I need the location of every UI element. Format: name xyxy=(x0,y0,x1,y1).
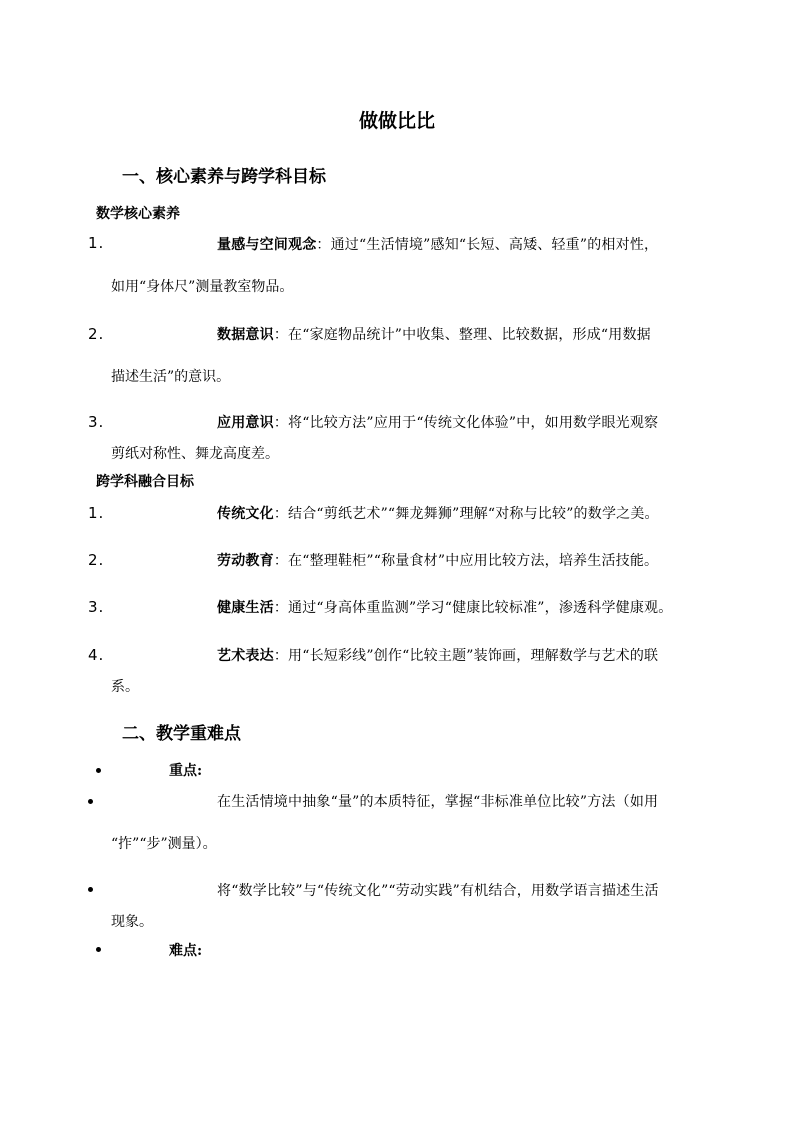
list-item-number: 4. xyxy=(88,646,105,664)
item-text-continued: 如用“身体尺”测量教室物品。 xyxy=(111,279,294,295)
bullet-icon xyxy=(88,887,93,892)
item-text: 通过“生活情境”感知“长短、高矮、轻重”的相对性， xyxy=(330,237,659,253)
item-text-continued: 系。 xyxy=(111,679,139,695)
item-text: 结合“剪纸艺术”“舞龙舞狮”理解“对称与比较”的数学之美。 xyxy=(288,506,659,522)
item-label: 艺术表达 xyxy=(217,648,274,664)
item-label: 健康生活 xyxy=(217,600,274,616)
list-item xyxy=(217,550,658,570)
list-item xyxy=(217,412,658,432)
item-text: 将“比较方法”应用于“传统文化体验”中，如用数学眼光观察 xyxy=(288,415,659,431)
item-separator: ： xyxy=(273,648,289,664)
list-item-number: 3. xyxy=(88,598,105,616)
difficulty-label: 难点: xyxy=(169,943,203,959)
item-separator: ： xyxy=(273,553,289,569)
item-label: 数据意识 xyxy=(217,327,274,343)
item-label: 传统文化 xyxy=(217,506,274,522)
list-item-number: 2. xyxy=(88,325,105,343)
item-label: 量感与空间观念 xyxy=(217,237,317,253)
key-point-item: 将“数学比较”与“传统文化”“劳动实践”有机结合，用数学语言描述生活 xyxy=(217,883,659,899)
section-heading-key-points: 二、教学重难点 xyxy=(122,724,241,744)
item-text-continued: 剪纸对称性、舞龙高度差。 xyxy=(111,446,279,462)
page-title: 做做比比 xyxy=(358,110,435,132)
list-item-number: 2. xyxy=(88,551,105,569)
list-item-number: 1. xyxy=(88,234,105,252)
subheading-math-literacy: 数学核心素养 xyxy=(96,206,180,222)
list-item-number: 3. xyxy=(88,413,105,431)
item-separator: ： xyxy=(273,600,289,616)
key-point-item-continued: “拃”“步”测量）。 xyxy=(111,836,217,852)
item-separator: ： xyxy=(273,506,289,522)
item-separator: ： xyxy=(316,237,331,253)
item-text: 在“整理鞋柜”“称量食材”中应用比较方法，培养生活技能。 xyxy=(288,553,659,569)
key-point-item: 在生活情境中抽象“量”的本质特征，掌握“非标准单位比较”方法（如用 xyxy=(217,794,659,810)
subheading-cross-discipline: 跨学科融合目标 xyxy=(96,474,194,490)
key-point-item-continued: 现象。 xyxy=(111,914,153,930)
list-item xyxy=(217,645,658,665)
item-separator: ： xyxy=(273,327,289,343)
bullet-icon xyxy=(96,947,101,952)
section-heading-goals: 一、核心素养与跨学科目标 xyxy=(122,167,326,187)
bullet-icon xyxy=(96,768,101,773)
item-text: 用“长短彩线”创作“比较主题”装饰画，理解数学与艺术的联 xyxy=(288,648,659,664)
list-item xyxy=(217,234,658,254)
item-label: 应用意识 xyxy=(217,415,274,431)
item-text: 通过“身高体重监测”学习“健康比较标准”，渗透科学健康观。 xyxy=(288,600,673,616)
list-item-number: 1. xyxy=(88,504,105,522)
list-item xyxy=(217,503,659,523)
bullet-icon xyxy=(88,799,93,804)
item-text: 在“家庭物品统计”中收集、整理、比较数据，形成“用数据 xyxy=(288,327,651,343)
item-text-continued: 描述生活”的意识。 xyxy=(111,369,231,385)
list-item xyxy=(217,324,651,344)
key-points-label: 重点: xyxy=(169,763,203,779)
list-item xyxy=(217,597,672,617)
item-separator: ： xyxy=(273,415,289,431)
item-label: 劳动教育 xyxy=(217,553,274,569)
